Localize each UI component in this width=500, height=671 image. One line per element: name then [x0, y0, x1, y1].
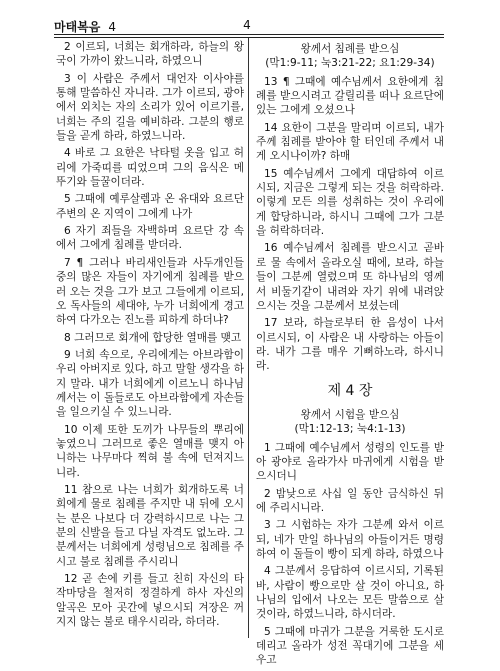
section-title: 왕께서 시험을 받으심 — [300, 408, 400, 421]
page-header — [54, 16, 440, 36]
right-column — [256, 40, 444, 671]
column-divider — [248, 38, 249, 638]
verse: 12 곧 손에 키를 들고 친히 자신의 타작마당을 철저히 정결하게 하사 자신의 알곡은 모아 곳간에 넣으시되 겨장은 꺼지지 않는 불로 태우시리라, 하더라. — [56, 573, 244, 629]
chapter-heading: 제 4 장 — [327, 382, 373, 399]
verse: 5 그때에 마귀가 그분을 거룩한 도시로 데리고 올라가 성전 꼭대기에 그분을 세우고 — [256, 625, 444, 667]
verse: 17 보라, 하늘로부터 한 음성이 나서 이르시되, 이 사람은 내 사랑하는 아들이라. 내가 그를 매우 기뻐하노라, 하시니라. — [256, 317, 444, 373]
section-reference: (막1:12-13; 눅4:1-13) — [294, 423, 406, 436]
section-title: 왕께서 침례를 받으심 — [300, 43, 400, 55]
chapter-number: 4 — [108, 20, 117, 34]
verse: 16 예수님께서 침례를 받으시고 곧바로 물 속에서 올라오실 때에, 보라, 하늘들이 그분께 열렸으며 또 하나님의 영께서 비둘기같이 내려와 자기 위에 내려앉으시는 것을 그분께서 보셨는데 — [256, 242, 444, 312]
section-reference: (막1:9-11; 눅3:21-22; 요1:29-34) — [265, 57, 435, 70]
verse: 4 바로 그 요한은 낙타털 옷을 입고 허리에 가죽띠를 띠었으며 그의 음식은 메뚜기와 들꿀이더라. — [56, 147, 244, 189]
verse: 6 자기 죄들을 자백하며 요르단 강 속에서 그에게 침례를 받더라. — [56, 225, 244, 252]
page-number: 4 — [243, 18, 251, 32]
verse: 11 참으로 나는 너희가 회개하도록 너희에게 물로 침례를 주지만 내 뒤에 오시는 분은 나보다 더 강력하시므로 나는 그분의 신발을 들고 다닐 자격도 없노라. 그분께서는 너희에게 성령님으로 침례를 주시고 불로 침례를 주시리니 — [56, 483, 244, 568]
verse: 8 그러므로 회개에 합당한 열매를 맺고 — [64, 331, 242, 344]
header-rule-top — [54, 34, 444, 35]
verse: 1 그때에 예수님께서 성령의 인도를 받아 광야로 올라가사 마귀에게 시험을 받으시더니 — [256, 441, 444, 483]
verse: 2 밤낮으로 사십 일 동안 금식하신 뒤에 주리시니라. — [256, 487, 444, 514]
verse: 4 그분께서 응답하여 이르시되, 기록된바, 사람이 빵으로만 살 것이 아니요, 하나님의 입에서 나오는 모든 말씀으로 살 것이라, 하였느니라, 하시더라. — [256, 565, 444, 621]
verse: 7 ¶ 그러나 바리새인들과 사두개인들 중의 많은 자들이 자기에게 침례를 받으러 오는 것을 그가 보고 그들에게 이르되, 오 독사들의 세대야, 누가 너희에게 경고하여 다가오는 진노를 피하게 하더냐? — [56, 256, 244, 327]
left-column — [56, 40, 244, 632]
verse: 5 그때에 예루살렘과 온 유대와 요르단 주변의 온 지역이 그에게 나가 — [56, 193, 244, 220]
verse: 2 이르되, 너희는 회개하라, 하늘의 왕국이 가까이 왔느니라, 하였으니 — [56, 41, 244, 68]
verse: 13 ¶ 그때에 예수님께서 요한에게 침례를 받으시려고 갈릴리를 떠나 요르단에 있는 그에게 오셨으나 — [256, 75, 444, 117]
book-name: 마태복음 — [54, 20, 101, 34]
verse: 10 이제 또한 도끼가 나무들의 뿌리에 놓였으니 그러므로 좋은 열매를 맺지 아니하는 나무마다 찍혀 불 속에 던져지느니라. — [56, 423, 244, 479]
verse: 15 예수님께서 그에게 대답하여 이르시되, 지금은 그렇게 되는 것을 허락하라. 이렇게 모든 의를 성취하는 것이 우리에게 합당하니라, 하시니 그때에 그가 그분을 허락하더라. — [256, 167, 444, 238]
verse: 3 이 사람은 주께서 대언자 이사야를 통해 말씀하신 자니라. 그가 이르되, 광야에서 외치는 자의 소리가 있어 이르기를, 너희는 주의 길을 예비하라. 그분의 행로들을 곧게 하라, 하였느니라. — [56, 72, 244, 143]
verse: 3 그 시험하는 자가 그분께 와서 이르되, 네가 만일 하나님의 아들이거든 명령하여 이 돌들이 빵이 되게 하라, 하였으나 — [256, 519, 444, 560]
header-rule-bottom — [54, 37, 444, 38]
verse: 9 너희 속으로, 우리에게는 아브라함이 우리 아버지로 있다, 하고 말할 생각을 하지 말라. 내가 너희에게 이르노니 하나님께서는 이 돌들로도 아브라함에게 자손들을 일으키실 수 있느니라. — [56, 348, 244, 419]
verse: 14 요한이 그분을 말리며 이르되, 내가 주께 침례를 받아야 할 터인데 주께서 내게 오시나이까? 하매 — [256, 121, 444, 163]
